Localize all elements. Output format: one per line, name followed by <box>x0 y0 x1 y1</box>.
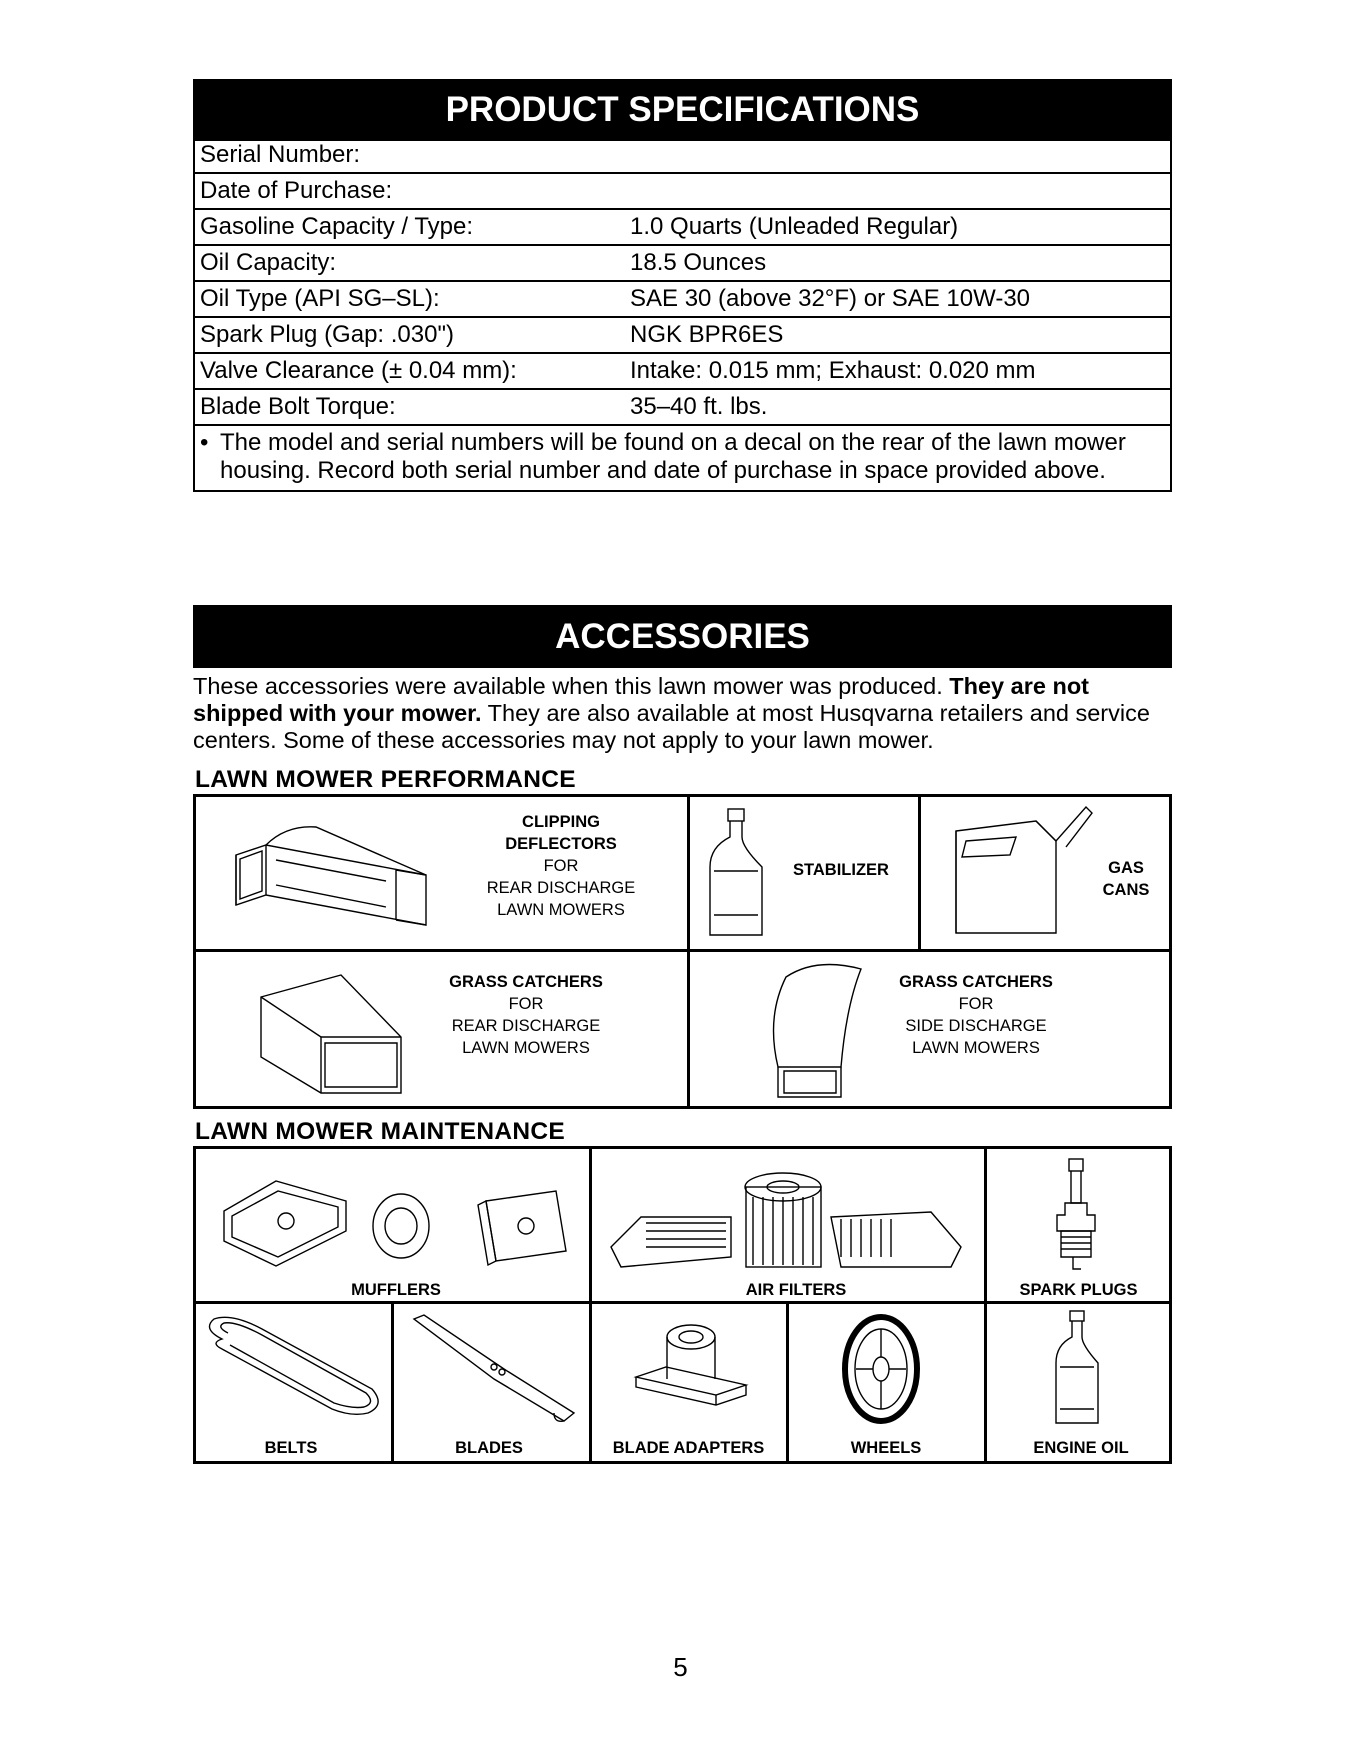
wheel-icon <box>836 1309 926 1429</box>
spec-label: Gasoline Capacity / Type: <box>194 209 625 245</box>
blades-text: BLADES <box>455 1439 523 1457</box>
spec-label: Spark Plug (Gap: .030") <box>194 317 625 353</box>
air-filters-label <box>716 1279 876 1301</box>
engine-oil-label <box>1001 1437 1161 1459</box>
spec-label: Oil Type (API SG–SL): <box>194 281 625 317</box>
specs-table <box>193 136 1172 492</box>
clipping-label-1: CLIPPING <box>522 813 600 831</box>
stabilizer-label <box>776 859 906 881</box>
spark-plugs-label <box>996 1279 1161 1301</box>
catcher-rear-label-1: GRASS CATCHERS <box>449 973 603 991</box>
clipping-label-5: LAWN MOWERS <box>497 901 625 919</box>
blade-adapter-icon <box>626 1321 756 1431</box>
catcher-rear-label-2: FOR <box>508 995 544 1013</box>
intro-bold-text: They are not shipped with your mower. <box>193 673 1090 726</box>
specs-title: PRODUCT SPECIFICATIONS <box>445 90 920 129</box>
spec-value: Intake: 0.015 mm; Exhaust: 0.020 mm <box>625 353 1171 389</box>
spec-row <box>194 389 1171 425</box>
page-number: 5 <box>673 1652 688 1682</box>
clipping-deflector-icon <box>226 815 436 935</box>
spec-value <box>625 173 1171 209</box>
specs-banner <box>193 79 1172 141</box>
clipping-label-2: DEFLECTORS <box>505 835 617 853</box>
spec-value <box>625 137 1171 173</box>
spec-label: Oil Capacity: <box>194 245 625 281</box>
gas-cans-label <box>1091 857 1161 901</box>
catcher-side-label-4: LAWN MOWERS <box>912 1039 1040 1057</box>
blade-adapters-text: BLADE ADAPTERS <box>612 1439 765 1457</box>
maintenance-heading: LAWN MOWER MAINTENANCE <box>195 1118 565 1145</box>
spec-row <box>194 173 1171 209</box>
engine-oil-bottle-icon <box>1048 1309 1108 1429</box>
catcher-side-label-2: FOR <box>958 995 994 1013</box>
spark-plug-icon <box>1051 1157 1101 1277</box>
spec-value: NGK BPR6ES <box>625 317 1171 353</box>
catcher-rear-label-3: REAR DISCHARGE <box>451 1017 601 1035</box>
spec-label: Blade Bolt Torque: <box>194 389 625 425</box>
spec-row <box>194 353 1171 389</box>
blades-icon <box>404 1309 584 1429</box>
side-grass-catchers-label <box>886 971 1066 1059</box>
wheels-text: WHEELS <box>850 1439 922 1457</box>
gas-label-2: CANS <box>1102 881 1150 899</box>
spec-row <box>194 137 1171 173</box>
performance-grid <box>193 794 1172 1109</box>
spec-row <box>194 245 1171 281</box>
spec-label: Serial Number: <box>194 137 625 173</box>
maintenance-grid <box>193 1146 1172 1464</box>
spec-label: Valve Clearance (± 0.04 mm): <box>194 353 625 389</box>
rear-grass-catcher-icon <box>251 957 411 1097</box>
clipping-label-3: FOR <box>543 857 579 875</box>
catcher-rear-label-4: LAWN MOWERS <box>462 1039 590 1057</box>
gas-can-icon <box>926 801 1096 941</box>
belts-text: BELTS <box>264 1439 318 1457</box>
belts-icon <box>202 1309 387 1429</box>
spec-row <box>194 317 1171 353</box>
catcher-side-label-1: GRASS CATCHERS <box>899 973 1053 991</box>
spec-label: Date of Purchase: <box>194 173 625 209</box>
belts-label <box>236 1437 346 1459</box>
performance-heading: LAWN MOWER PERFORMANCE <box>195 766 576 793</box>
rear-grass-catchers-label <box>436 971 616 1059</box>
wheels-label <box>821 1437 951 1459</box>
stabilizer-bottle-icon <box>696 807 776 942</box>
stabilizer-text: STABILIZER <box>793 861 889 879</box>
intro-text-2: They are also available at most Husqvarna retailers and service centers. Some of these accessories may not apply to your lawn mower. <box>193 700 1150 753</box>
mufflers-label <box>326 1279 466 1301</box>
spec-note-row <box>194 425 1171 491</box>
air-filters-text: AIR FILTERS <box>745 1281 847 1299</box>
spark-plugs-text: SPARK PLUGS <box>1019 1281 1138 1299</box>
mufflers-text: MUFFLERS <box>351 1281 441 1299</box>
spec-value: 18.5 Ounces <box>625 245 1171 281</box>
clipping-label-4: REAR DISCHARGE <box>486 879 636 897</box>
spec-value: 1.0 Quarts (Unleaded Regular) <box>625 209 1171 245</box>
engine-oil-text: ENGINE OIL <box>1033 1439 1129 1457</box>
accessories-intro <box>193 673 1183 754</box>
blade-adapters-label <box>601 1437 776 1459</box>
clipping-deflectors-label <box>486 811 636 921</box>
spec-row <box>194 281 1171 317</box>
accessories-title: ACCESSORIES <box>555 617 810 656</box>
spec-note-text: The model and serial numbers will be found on a decal on the rear of the lawn mower housing. Record both serial number and date of purchase in space provided above. <box>220 429 1126 484</box>
air-filters-icon <box>601 1157 976 1277</box>
spec-row <box>194 209 1171 245</box>
intro-text: These accessories were available when this lawn mower was produced. <box>193 673 950 699</box>
gas-label-1: GAS <box>1108 859 1144 877</box>
blades-label <box>434 1437 544 1459</box>
accessories-banner <box>193 605 1172 668</box>
catcher-side-label-3: SIDE DISCHARGE <box>905 1017 1047 1035</box>
mufflers-icon <box>216 1161 576 1276</box>
spec-note <box>194 425 1171 491</box>
spec-value: SAE 30 (above 32°F) or SAE 10W-30 <box>625 281 1171 317</box>
side-grass-catcher-icon <box>756 957 876 1102</box>
spec-value: 35–40 ft. lbs. <box>625 389 1171 425</box>
bullet: • <box>200 429 209 456</box>
